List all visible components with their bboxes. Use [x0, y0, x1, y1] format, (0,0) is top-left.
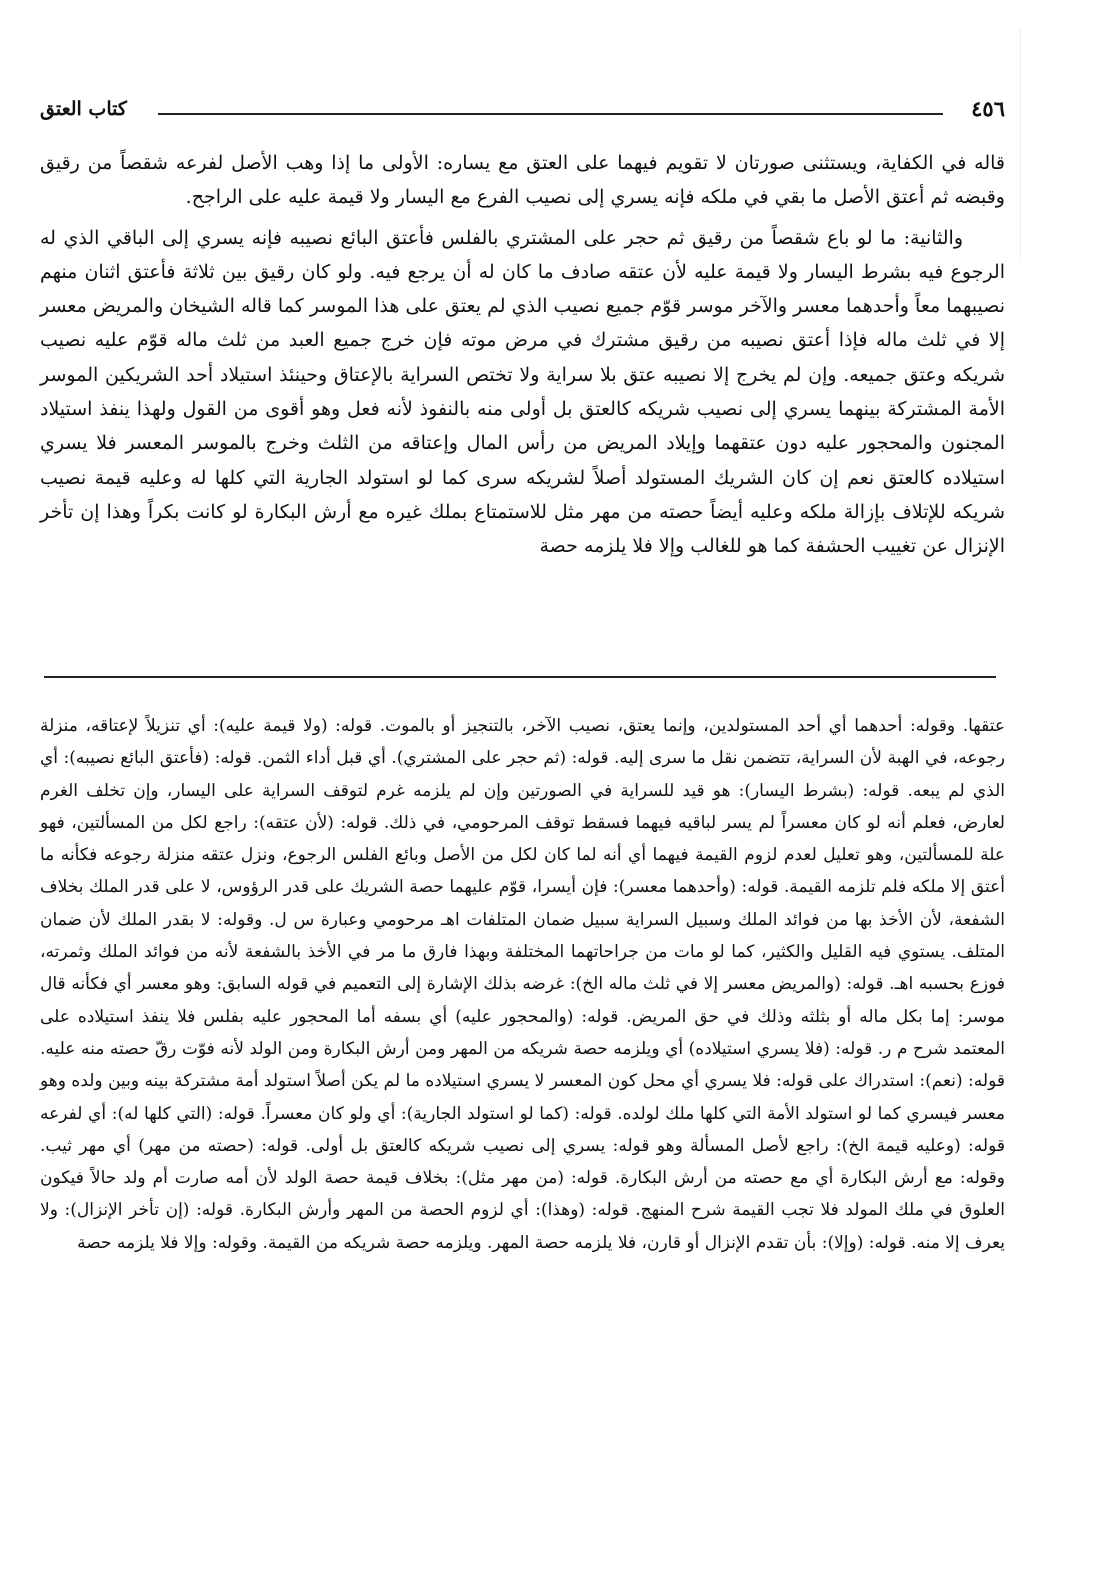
footnotes-commentary [40, 710, 1005, 1259]
page-header [40, 96, 1005, 122]
main-paragraph-1: قاله في الكفاية، ويستثنى صورتان لا تقويم فيهما على العتق مع يساره: الأولى ما إذا وهب الأصل لفرعه شقصاً من رقيق وقبضه ثم أعتق الأصل ما بقي في ملكه فإنه يسري إلى نصيب الفرع مع اليسار ولا قيمة عليه على الراجح. [40, 152, 1005, 209]
page-number: ٤٥٦ [971, 96, 1005, 121]
footnote-separator [44, 676, 996, 678]
margin-scan-artifact [1020, 30, 1061, 260]
header-rule [158, 113, 943, 115]
main-paragraph-2: والثانية: ما لو باع شقصاً من رقيق ثم حجر على المشتري بالفلس فأعتق البائع نصيبه فإنه يسري إلى الباقي الذي له الرجوع فيه بشرط اليسار ولا قيمة عليه لأن عتقه صادف ما كان له أن يرجع فيه. ولو كان رقيق بين ثلاثة فأعتق اثنان منهم نصيبهما معاً وأحدهما معسر والآخر موسر قوّم جميع نصيب الذي لم يعتق على هذا الموسر كما قاله الشيخان والمريض معسر إلا في ثلث ماله فإذا أعتق نصيبه من رقيق مشترك في مرض موته فإن خرج جميع العبد من ثلث ماله قوّم عليه نصيب شريكه وعتق جميعه. وإن لم يخرج إلا نصيبه عتق بلا سراية ولا تختص السراية بالإعتاق وحينئذ استيلاد أحد الشريكين الموسر الأمة المشتركة بينهما يسري إلى نصيب شريكه كالعتق بل أولى منه بالنفوذ لأنه فعل وهو أقوى من القول ولهذا ينفذ استيلاد المجنون والمحجور عليه دون عتقهما وإيلاد المريض من رأس المال وإعتاقه من الثلث وخرج بالموسر المعسر فلا يسري استيلاده كالعتق نعم إن كان الشريك المستولد أصلاً لشريكه سرى كما لو استولد الجارية التي كلها له وعليه قيمة نصيب شريكه للإتلاف بإزالة ملكه وعليه أيضاً حصته من مهر مثل للاستمتاع بملك غيره مع أرش البكارة لو كانت بكراً وهذا إن تأخر الإنزال عن تغييب الحشفة كما هو للغالب وإلا فلا يلزمه حصة [40, 226, 1005, 558]
book-title: كتاب العتق [40, 98, 127, 120]
footnote-text: عتقها. وقوله: أحدهما أي أحد المستولدين، وإنما يعتق، نصيب الآخر، بالتنجيز أو بالموت. قوله: (ولا قيمة عليه): أي تنزيلاً لإعتاقه، منزلة رجوعه، في الهبة لأن السراية، تتضمن نقل ما سرى إليه. قوله: (ثم حجر على المشتري). أي قبل أداء الثمن. قوله: (فأعتق البائع نصيبه): أي الذي لم يبعه. قوله: (بشرط اليسار): هو قيد للسراية في الصورتين وإن لم يلزمه غرم لتوقف السراية على اليسار، وإن تخلف الغرم لعارض، فعلم أنه لو كان معسراً لم يسر لباقيه فيهما فسقط توقف المرحومي، في ذلك. قوله: (لأن عتقه): راجع لكل من المسألتين، فهو علة للمسألتين، وهو تعليل لعدم لزوم القيمة فيهما أي أنه لما كان لكل من الأصل وبائع الفلس الرجوع، ونزل عتقه منزلة رجوعه فكأنه ما أعتق إلا ملكه فلم تلزمه القيمة. قوله: (وأحدهما معسر): فإن أيسرا، قوّم عليهما حصة الشريك على قدر الرؤوس، لا على قدر الملك بخلاف الشفعة، لأن الأخذ بها من فوائد الملك وسبيل السراية سبيل ضمان المتلفات اهـ مرحومي وعبارة س ل. وقوله: لا بقدر الملك لأن ضمان المتلف. يستوي فيه القليل والكثير، كما لو مات من جراحاتهما المختلفة وبهذا فارق ما مر في الأخذ بالشفعة لأنه من فوائد الملك وثمرته، فوزع بحسبه اهـ. قوله: (والمريض معسر إلا في ثلث ماله الخ): غرضه بذلك الإشارة إلى التعميم في قوله السابق: وهو معسر أي فكأنه قال موسر: إما بكل ماله أو بثلثه وذلك في حق المريض. قوله: (والمحجور عليه) أي بسفه أما المحجور عليه بفلس فلا ينفذ استيلاده على المعتمد شرح م ر. قوله: (فلا يسري استيلاده) أي ويلزمه حصة شريكه من المهر ومن أرش البكارة ومن الولد لأنه فوّت رقّ حصته منه عليه. قوله: (نعم): استدراك على قوله: فلا يسري أي محل كون المعسر لا يسري استيلاده ما لم يكن أصلاً استولد أمة مشتركة بينه وبين ولده وهو معسر فيسري كما لو استولد الأمة التي كلها ملك لولده. قوله: (كما لو استولد الجارية): أي ولو كان معسراً. قوله: (التي كلها له): أي لفرعه قوله: (وعليه قيمة الخ): راجع لأصل المسألة وهو قوله: يسري إلى نصيب شريكه كالعتق بل أولى. قوله: (حصته من مهر) أي مهر ثيب. وقوله: مع أرش البكارة أي مع حصته من أرش البكارة. قوله: (من مهر مثل): بخلاف قيمة حصة الولد لأن أمه صارت أم ولد حالاً فيكون العلوق في ملك المولد فلا تجب القيمة شرح المنهج. قوله: (وهذا): أي لزوم الحصة من المهر وأرش البكارة. قوله: (إن تأخر الإنزال): ولا يعرف إلا منه. قوله: (وإلا): بأن تقدم الإنزال أو قارن، فلا يلزمه حصة المهر. ويلزمه حصة شريكه من القيمة. وقوله: وإلا فلا يلزمه حصة [40, 716, 1005, 1253]
main-text [40, 146, 1005, 570]
